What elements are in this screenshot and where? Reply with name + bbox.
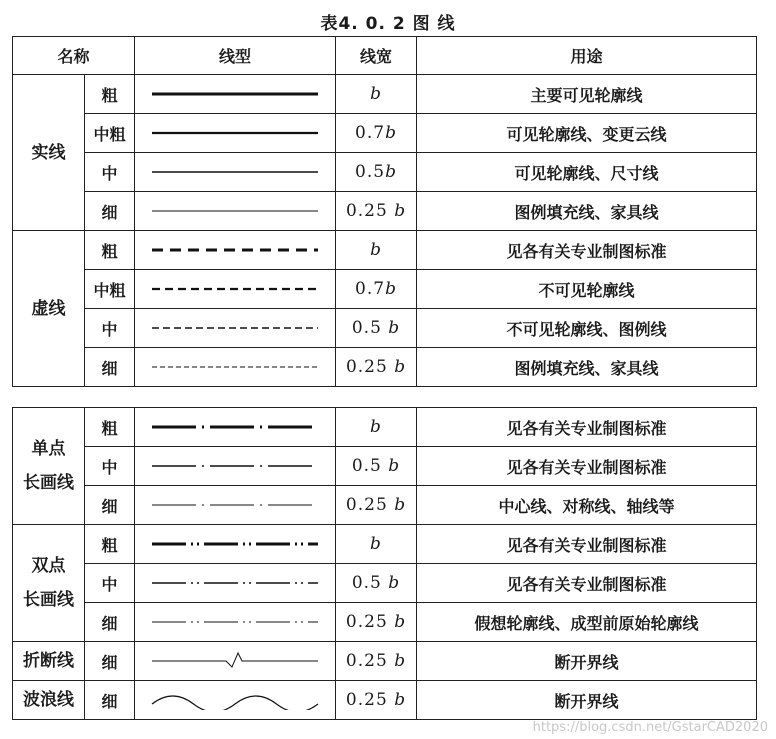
- width-b: b: [394, 495, 407, 515]
- line-type-cell: [135, 270, 336, 309]
- line-sample-dash: [150, 279, 320, 299]
- sub-name: 中: [85, 153, 135, 192]
- line-sample-dashdotdot: [150, 612, 320, 632]
- width-b: b: [370, 240, 382, 260]
- line-type-cell: [135, 525, 336, 564]
- line-sample-solid: [150, 123, 320, 143]
- table-row: [13, 75, 757, 114]
- table-row: [13, 114, 757, 153]
- line-type-cell: [135, 309, 336, 348]
- line-type-cell: [135, 75, 336, 114]
- line-width-cell: [336, 75, 417, 114]
- line-type-cell: [135, 564, 336, 603]
- sub-name: 中: [85, 309, 135, 348]
- width-factor: 0.5: [351, 456, 389, 476]
- width-factor: 0.25: [345, 357, 395, 377]
- width-factor: 0.7: [355, 279, 386, 299]
- line-width-cell: [336, 309, 417, 348]
- table-row: [13, 309, 757, 348]
- width-b: b: [385, 123, 397, 143]
- line-sample-wave: [150, 690, 320, 710]
- line-width-cell: [336, 153, 417, 192]
- line-sample-dashdotdot: [150, 573, 320, 593]
- line-type-cell: [135, 348, 336, 387]
- width-b: b: [388, 573, 401, 593]
- width-factor: 0.25: [345, 495, 395, 515]
- line-sample-solid: [150, 201, 320, 221]
- usage-cell: 见各有关专业制图标准: [417, 231, 757, 270]
- line-sample-dashdot: [150, 417, 320, 437]
- usage-cell: 见各有关专业制图标准: [417, 525, 757, 564]
- table-row: [13, 231, 757, 270]
- line-sample-dashdotdot: [150, 534, 320, 554]
- table-row: [13, 153, 757, 192]
- usage-cell: 见各有关专业制图标准: [417, 564, 757, 603]
- usage-cell: 图例填充线、家具线: [417, 348, 757, 387]
- line-width-cell: [336, 681, 417, 720]
- line-width-cell: [336, 192, 417, 231]
- header-use: 用途: [417, 37, 757, 75]
- line-types-table-2: [12, 407, 757, 720]
- width-factor: 0.7: [355, 123, 386, 143]
- header-name: 名称: [13, 37, 135, 75]
- table-row: [13, 447, 757, 486]
- sub-name: 中: [85, 564, 135, 603]
- width-b: b: [388, 318, 401, 338]
- width-b: b: [370, 417, 382, 437]
- width-b: b: [370, 84, 382, 104]
- line-type-cell: [135, 408, 336, 447]
- line-width-cell: [336, 270, 417, 309]
- line-sample-break: [150, 651, 320, 671]
- width-b: b: [394, 357, 407, 377]
- usage-cell: 可见轮廓线、尺寸线: [417, 153, 757, 192]
- width-b: b: [385, 279, 397, 299]
- table-row: [13, 642, 757, 681]
- table-row: [13, 270, 757, 309]
- width-factor: 0.5: [351, 318, 389, 338]
- group-name: 折断线: [13, 642, 85, 681]
- header-row: [13, 37, 757, 75]
- line-type-cell: [135, 447, 336, 486]
- usage-cell: 断开界线: [417, 642, 757, 681]
- width-factor: 0.5: [355, 162, 386, 182]
- line-sample-solid: [150, 84, 320, 104]
- line-sample-dashdot: [150, 495, 320, 515]
- table-row: [13, 603, 757, 642]
- group-name: 实线: [13, 75, 85, 231]
- line-type-cell: [135, 153, 336, 192]
- width-b: b: [385, 162, 397, 182]
- line-type-cell: [135, 192, 336, 231]
- sub-name: 粗: [85, 231, 135, 270]
- usage-cell: 见各有关专业制图标准: [417, 408, 757, 447]
- table-title: 表4. 0. 2 图 线: [320, 14, 456, 34]
- header-width: 线宽: [336, 37, 417, 75]
- line-stroke: [152, 653, 318, 667]
- table-row: [13, 408, 757, 447]
- group-name: 双点 长画线: [13, 525, 85, 642]
- line-type-cell: [135, 681, 336, 720]
- line-width-cell: [336, 408, 417, 447]
- width-b: b: [388, 456, 401, 476]
- line-width-cell: [336, 486, 417, 525]
- sub-name: 细: [85, 192, 135, 231]
- table-row: [13, 681, 757, 720]
- width-factor: 0.25: [345, 612, 395, 632]
- line-width-cell: [336, 447, 417, 486]
- sub-name: 粗: [85, 525, 135, 564]
- width-factor: 0.25: [345, 651, 395, 671]
- usage-cell: 不可见轮廓线: [417, 270, 757, 309]
- usage-cell: 图例填充线、家具线: [417, 192, 757, 231]
- line-width-cell: [336, 642, 417, 681]
- table-row: [13, 486, 757, 525]
- line-type-cell: [135, 231, 336, 270]
- line-sample-dashdot: [150, 456, 320, 476]
- sub-name: 细: [85, 486, 135, 525]
- sub-name: 细: [85, 603, 135, 642]
- line-sample-dash: [150, 357, 320, 377]
- usage-cell: 不可见轮廓线、图例线: [417, 309, 757, 348]
- sub-name: 细: [85, 642, 135, 681]
- line-width-cell: [336, 231, 417, 270]
- line-sample-dash: [150, 318, 320, 338]
- width-b: b: [394, 690, 407, 710]
- line-sample-solid: [150, 162, 320, 182]
- line-types-table-1: [12, 36, 757, 387]
- usage-cell: 中心线、对称线、轴线等: [417, 486, 757, 525]
- usage-cell: 主要可见轮廓线: [417, 75, 757, 114]
- sub-name: 中: [85, 447, 135, 486]
- sub-name: 中粗: [85, 114, 135, 153]
- line-width-cell: [336, 348, 417, 387]
- sub-name: 粗: [85, 75, 135, 114]
- sub-name: 粗: [85, 408, 135, 447]
- group-name: 单点 长画线: [13, 408, 85, 525]
- line-stroke: [152, 696, 318, 710]
- width-factor: 0.25: [345, 690, 395, 710]
- sub-name: 中粗: [85, 270, 135, 309]
- watermark: https://blog.csdn.net/GstarCAD2020: [532, 720, 768, 735]
- width-factor: 0.25: [345, 201, 395, 221]
- line-type-cell: [135, 603, 336, 642]
- usage-cell: 见各有关专业制图标准: [417, 447, 757, 486]
- width-b: b: [394, 612, 407, 632]
- sub-name: 细: [85, 348, 135, 387]
- usage-cell: 假想轮廓线、成型前原始轮廓线: [417, 603, 757, 642]
- line-sample-dash: [150, 240, 320, 260]
- header-type: 线型: [135, 37, 336, 75]
- width-b: b: [394, 651, 407, 671]
- table-row: [13, 348, 757, 387]
- line-width-cell: [336, 564, 417, 603]
- line-width-cell: [336, 525, 417, 564]
- width-b: b: [370, 534, 382, 554]
- line-type-cell: [135, 114, 336, 153]
- line-width-cell: [336, 114, 417, 153]
- table-row: [13, 564, 757, 603]
- width-factor: 0.5: [351, 573, 389, 593]
- usage-cell: 可见轮廓线、变更云线: [417, 114, 757, 153]
- line-type-cell: [135, 642, 336, 681]
- group-name: 波浪线: [13, 681, 85, 720]
- sub-name: 细: [85, 681, 135, 720]
- table-row: [13, 192, 757, 231]
- width-b: b: [394, 201, 407, 221]
- line-width-cell: [336, 603, 417, 642]
- usage-cell: 断开界线: [417, 681, 757, 720]
- group-name: 虚线: [13, 231, 85, 387]
- table-row: [13, 525, 757, 564]
- line-type-cell: [135, 486, 336, 525]
